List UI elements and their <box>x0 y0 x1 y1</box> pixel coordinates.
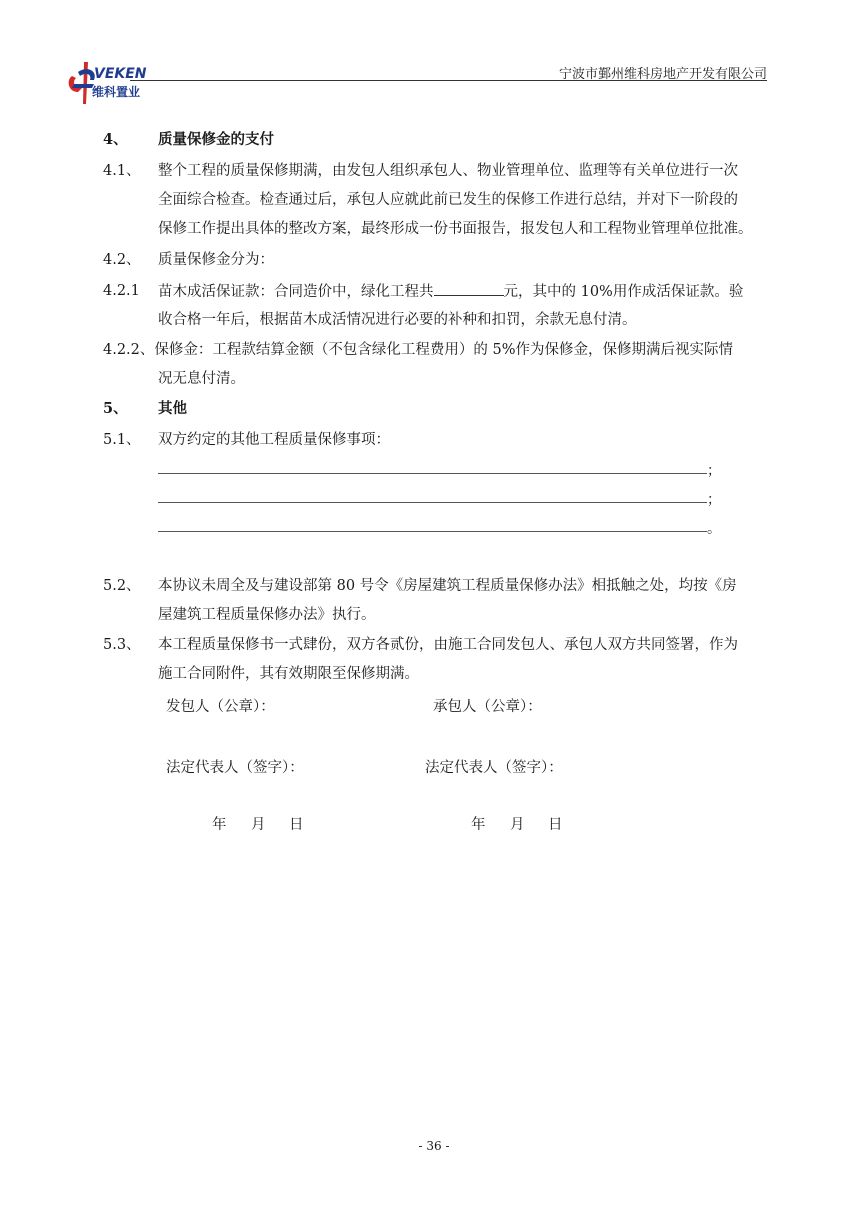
section-4-2-1-text-a: 苗木成活保证款：合同造价中，绿化工程共 <box>158 284 434 300</box>
section-5-3-number: 5.3、 <box>103 637 141 653</box>
party-b-year: 年 <box>471 817 486 833</box>
section-4-title: 质量保修金的支付 <box>158 131 274 148</box>
section-4-2-1-number: 4.2.1 <box>103 283 140 299</box>
section-5-1-number: 5.1、 <box>103 432 141 448</box>
section-5-2-line-1: 本协议未周全及与建设部第 80 号令《房屋建筑工程质量保修办法》相抵触之处，均按《房 <box>158 578 737 594</box>
fill-line-3-end: 。 <box>707 521 721 537</box>
logo-text-en: VEKEN <box>94 66 147 82</box>
section-5-3-line-2: 施工合同附件，其有效期限至保修期满。 <box>158 666 419 682</box>
section-4-1-line-1: 整个工程的质量保修期满，由发包人组织承包人、物业管理单位、监理等有关单位进行一次 <box>158 163 738 179</box>
amount-blank <box>434 281 504 296</box>
section-4-2-text: 质量保修金分为： <box>158 252 274 268</box>
section-4-2-2-line-2: 况无息付清。 <box>158 371 245 387</box>
section-5-title: 其他 <box>158 400 187 417</box>
party-a-representative: 法定代表人（签字）： <box>166 760 304 776</box>
header-rule <box>130 80 767 81</box>
party-b-month: 月 <box>510 817 525 833</box>
page-number: - 36 - <box>418 1139 450 1153</box>
fill-line-3 <box>158 531 707 532</box>
party-b-seal: 承包人（公章）： <box>433 699 542 715</box>
section-4-1-number: 4.1、 <box>103 163 141 179</box>
section-5-1-text: 双方约定的其他工程质量保修事项： <box>158 432 390 448</box>
section-4-1-line-3: 保修工作提出具体的整改方案，最终形成一份书面报告，报发包人和工程物业管理单位批准。 <box>158 221 753 237</box>
party-b-day: 日 <box>548 817 563 833</box>
section-4-2-number: 4.2、 <box>103 252 141 268</box>
section-5-2-number: 5.2、 <box>103 578 141 594</box>
section-4-1-line-2: 全面综合检查。检查通过后，承包人应就此前已发生的保修工作进行总结，并对下一阶段的 <box>158 192 738 208</box>
fill-line-2-end: ； <box>707 492 721 508</box>
party-a-year: 年 <box>212 817 227 833</box>
party-a-day: 日 <box>289 817 304 833</box>
section-4-2-1-text-b: 元，其中的 10%用作成活保证款。验 <box>503 284 744 300</box>
section-5-3-line-1: 本工程质量保修书一式肆份，双方各贰份，由施工合同发包人、承包人双方共同签署，作为 <box>158 637 738 653</box>
fill-line-1 <box>158 473 707 474</box>
section-4-2-1-line-2: 收合格一年后，根据苗木成活情况进行必要的补种和扣罚，余款无息付清。 <box>158 312 637 328</box>
section-4-2-2-line-1: 4.2.2、保修金：工程款结算金额（不包含绿化工程费用）的 5%作为保修金，保修期满后视实际情 <box>103 342 734 358</box>
section-5-2-line-2: 屋建筑工程质量保修办法》执行。 <box>158 607 376 623</box>
party-b-representative: 法定代表人（签字）： <box>425 760 563 776</box>
party-a-seal: 发包人（公章）： <box>166 699 275 715</box>
section-5-number: 5、 <box>103 400 128 417</box>
party-a-month: 月 <box>251 817 266 833</box>
logo-text-cn: 维科置业 <box>92 85 141 99</box>
section-4-number: 4、 <box>103 131 128 148</box>
company-name: 宁波市鄞州维科房地产开发有限公司 <box>558 67 767 82</box>
fill-line-1-end: ； <box>707 463 721 479</box>
fill-line-2 <box>158 502 707 503</box>
section-4-2-1-line-1 <box>158 281 743 302</box>
